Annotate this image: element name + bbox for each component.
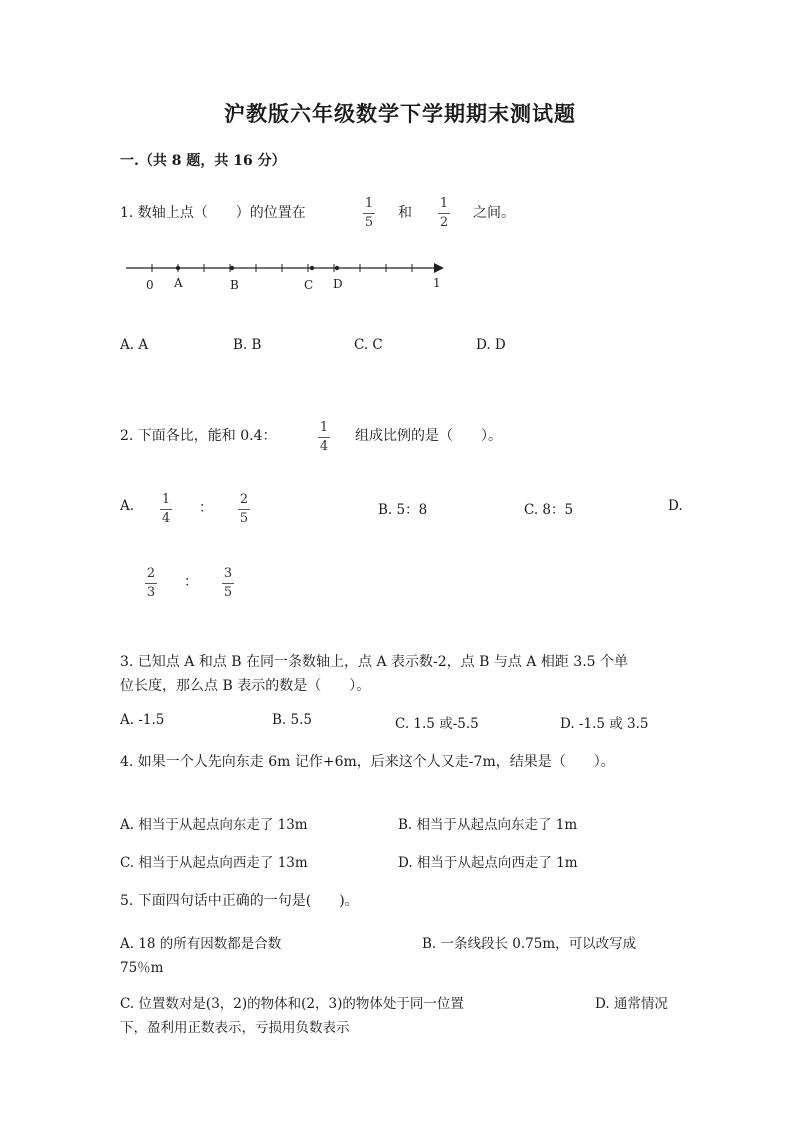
q4-option-c: C. 相当于从起点向西走了 13m xyxy=(120,855,308,871)
point-b-dot xyxy=(230,266,234,270)
q5-text: 5. 下面四句话中正确的一句是( )。 xyxy=(120,893,359,909)
label-c: C xyxy=(304,278,314,292)
fraction-numerator: 1 xyxy=(364,196,374,211)
q2-option-a-fraction-1 xyxy=(158,492,174,527)
q1-option-d: D. D xyxy=(476,337,506,353)
fraction-bar xyxy=(145,583,157,584)
q2-text-before: 2. 下面各比，能和 0.4： xyxy=(120,428,277,444)
q4-option-b: B. 相当于从起点向东走了 1m xyxy=(398,817,578,833)
q2-option-d-fraction-2 xyxy=(220,566,236,601)
fraction-bar xyxy=(238,509,250,510)
fraction-denominator: 5 xyxy=(239,511,249,526)
q3-text-line-2: 位长度，那么点 B 表示的数是（ ）。 xyxy=(120,678,371,694)
page-title: 沪教版六年级数学下学期期末测试题 xyxy=(224,101,576,126)
fraction-bar xyxy=(363,213,375,214)
label-zero: 0 xyxy=(146,278,154,292)
q3-option-c: C. 1.5 或-5.5 xyxy=(395,716,479,732)
point-d-dot xyxy=(335,266,339,270)
q3-option-d: D. -1.5 或 3.5 xyxy=(560,716,649,732)
q5-option-d-line-1: D. 通常情况 xyxy=(595,996,668,1012)
q5-option-d-line-2: 下，盈利用正数表示，亏损用负数表示 xyxy=(120,1020,350,1036)
q5-option-a: A. 18 的所有因数都是合数 xyxy=(120,936,282,952)
point-c-dot xyxy=(310,266,314,270)
q2-text-after: 组成比例的是（ ）。 xyxy=(355,428,502,444)
point-a-dot xyxy=(176,266,180,270)
fraction-denominator: 5 xyxy=(223,585,233,600)
q1-text-before: 1. 数轴上点（ ）的位置在 xyxy=(120,205,306,221)
q1-option-c: C. C xyxy=(354,337,383,353)
label-b: B xyxy=(230,278,239,292)
q1-option-a: A. A xyxy=(120,337,149,353)
q2-option-d-label: D. xyxy=(668,498,683,514)
q5-option-c: C. 位置数对是(3，2)的物体和(2，3)的物体处于同一位置 xyxy=(120,996,464,1012)
q3-text-line-1: 3. 已知点 A 和点 B 在同一条数轴上，点 A 表示数-2，点 B 与点 A 相距 3.5 个单 xyxy=(120,654,629,670)
q4-text: 4. 如果一个人先向东走 6m 记作+6m，后来这个人又走-7m，结果是（ ）。 xyxy=(120,754,615,770)
q3-option-b: B. 5.5 xyxy=(272,712,312,728)
number-line xyxy=(122,255,452,305)
q1-fraction-one-fifth xyxy=(361,196,377,231)
number-line-arrow-icon xyxy=(434,263,444,273)
fraction-numerator: 2 xyxy=(146,566,156,581)
section-heading: 一.（共 8 题，共 16 分） xyxy=(120,153,286,169)
q5-option-b-line-2: 75％m xyxy=(120,960,164,976)
q2-option-a-fraction-2 xyxy=(236,492,252,527)
number-line-svg xyxy=(122,255,452,301)
q1-and: 和 xyxy=(398,205,412,221)
q1-text-after: 之间。 xyxy=(473,205,515,221)
q4-option-d: D. 相当于从起点向西走了 1m xyxy=(398,855,578,871)
fraction-denominator: 3 xyxy=(146,585,156,600)
label-a: A xyxy=(174,276,183,290)
fraction-denominator: 2 xyxy=(439,215,449,230)
q2-option-a-colon: ： xyxy=(199,500,213,516)
fraction-numerator: 1 xyxy=(161,492,171,507)
fraction-numerator: 3 xyxy=(223,566,233,581)
fraction-numerator: 1 xyxy=(319,420,329,435)
fraction-numerator: 1 xyxy=(439,196,449,211)
q2-option-c: C. 8：5 xyxy=(524,502,574,518)
fraction-denominator: 4 xyxy=(161,511,171,526)
q2-option-d-colon: ： xyxy=(184,574,198,590)
q2-option-d-fraction-1 xyxy=(143,566,159,601)
fraction-denominator: 5 xyxy=(364,215,374,230)
fraction-numerator: 2 xyxy=(239,492,249,507)
q4-option-a: A. 相当于从起点向东走了 13m xyxy=(120,817,308,833)
q1-option-b: B. B xyxy=(233,337,262,353)
fraction-denominator: 4 xyxy=(319,439,329,454)
fraction-bar xyxy=(222,583,234,584)
label-d: D xyxy=(333,277,343,291)
q2-option-b: B. 5：8 xyxy=(378,502,428,518)
q2-option-a-label: A. xyxy=(120,498,135,514)
q1-fraction-one-half xyxy=(436,196,452,231)
fraction-bar xyxy=(160,509,172,510)
q3-option-a: A. -1.5 xyxy=(120,712,165,728)
q2-fraction-one-quarter xyxy=(316,420,332,455)
fraction-bar xyxy=(438,213,450,214)
q5-option-b-line-1: B. 一条线段长 0.75m，可以改写成 xyxy=(422,936,637,952)
fraction-bar xyxy=(318,437,330,438)
label-one: 1 xyxy=(433,276,441,290)
